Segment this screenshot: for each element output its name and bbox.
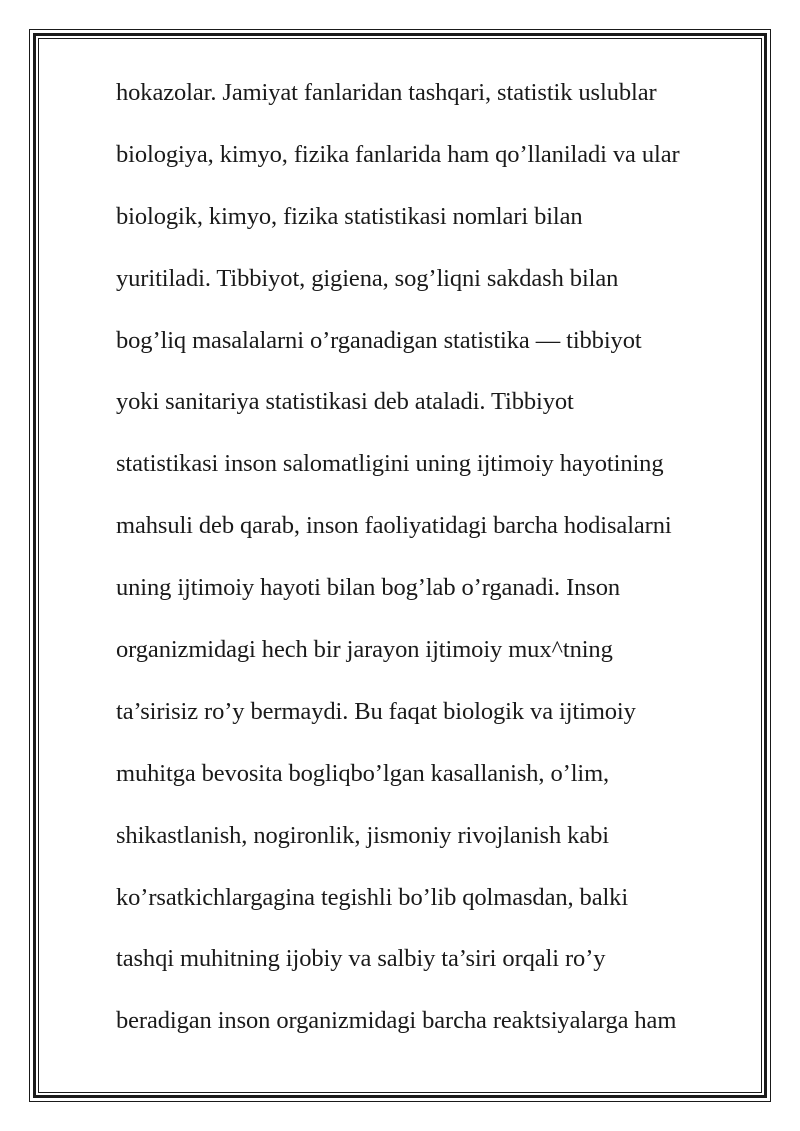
text-line: shikastlanish, nogironlik, jismoniy rivojlanish kabi (116, 821, 609, 849)
text-line: beradigan inson organizmidagi barcha reaktsiyalarga ham (116, 1007, 677, 1035)
text-line: organizmidagi hech bir jarayon ijtimoiy mux^tning (116, 636, 613, 664)
text-line: statistikasi inson salomatligini uning ijtimoiy hayotining (116, 450, 664, 478)
text-line: hokazolar. Jamiyat fanlaridan tashqari, statistik uslublar (116, 79, 657, 106)
text-line: uning ijtimoiy hayoti bilan bog’lab o’rganadi. Inson (116, 574, 621, 602)
body-text (116, 71, 746, 1061)
text-line: yuritiladi. Tibbiyot, gigiena, sog’liqni sakdash bilan (116, 264, 619, 292)
text-line: bog’liq masalalarni o’rganadigan statistika — tibbiyot (116, 326, 642, 354)
text-line: biologiya, kimyo, fizika fanlarida ham qo’llaniladi va ular (116, 140, 680, 168)
text-line: mahsuli deb qarab, inson faoliyatidagi barcha hodisalarni (116, 512, 672, 540)
text-line: tashqi muhitning ijobiy va salbiy ta’siri orqali ro’y (116, 945, 606, 973)
text-line: yoki sanitariya statistikasi deb ataladi. Tibbiyot (116, 388, 574, 416)
text-line: biologik, kimyo, fizika statistikasi nomlari bilan (116, 202, 583, 230)
text-line: ko’rsatkichlargagina tegishli bo’lib qolmasdan, balki (116, 883, 629, 911)
text-line: ta’sirisiz ro’y bermaydi. Bu faqat biologik va ijtimoiy (116, 697, 636, 725)
text-line: muhitga bevosita bogliqbo’lgan kasallanish, o’lim, (116, 759, 610, 787)
